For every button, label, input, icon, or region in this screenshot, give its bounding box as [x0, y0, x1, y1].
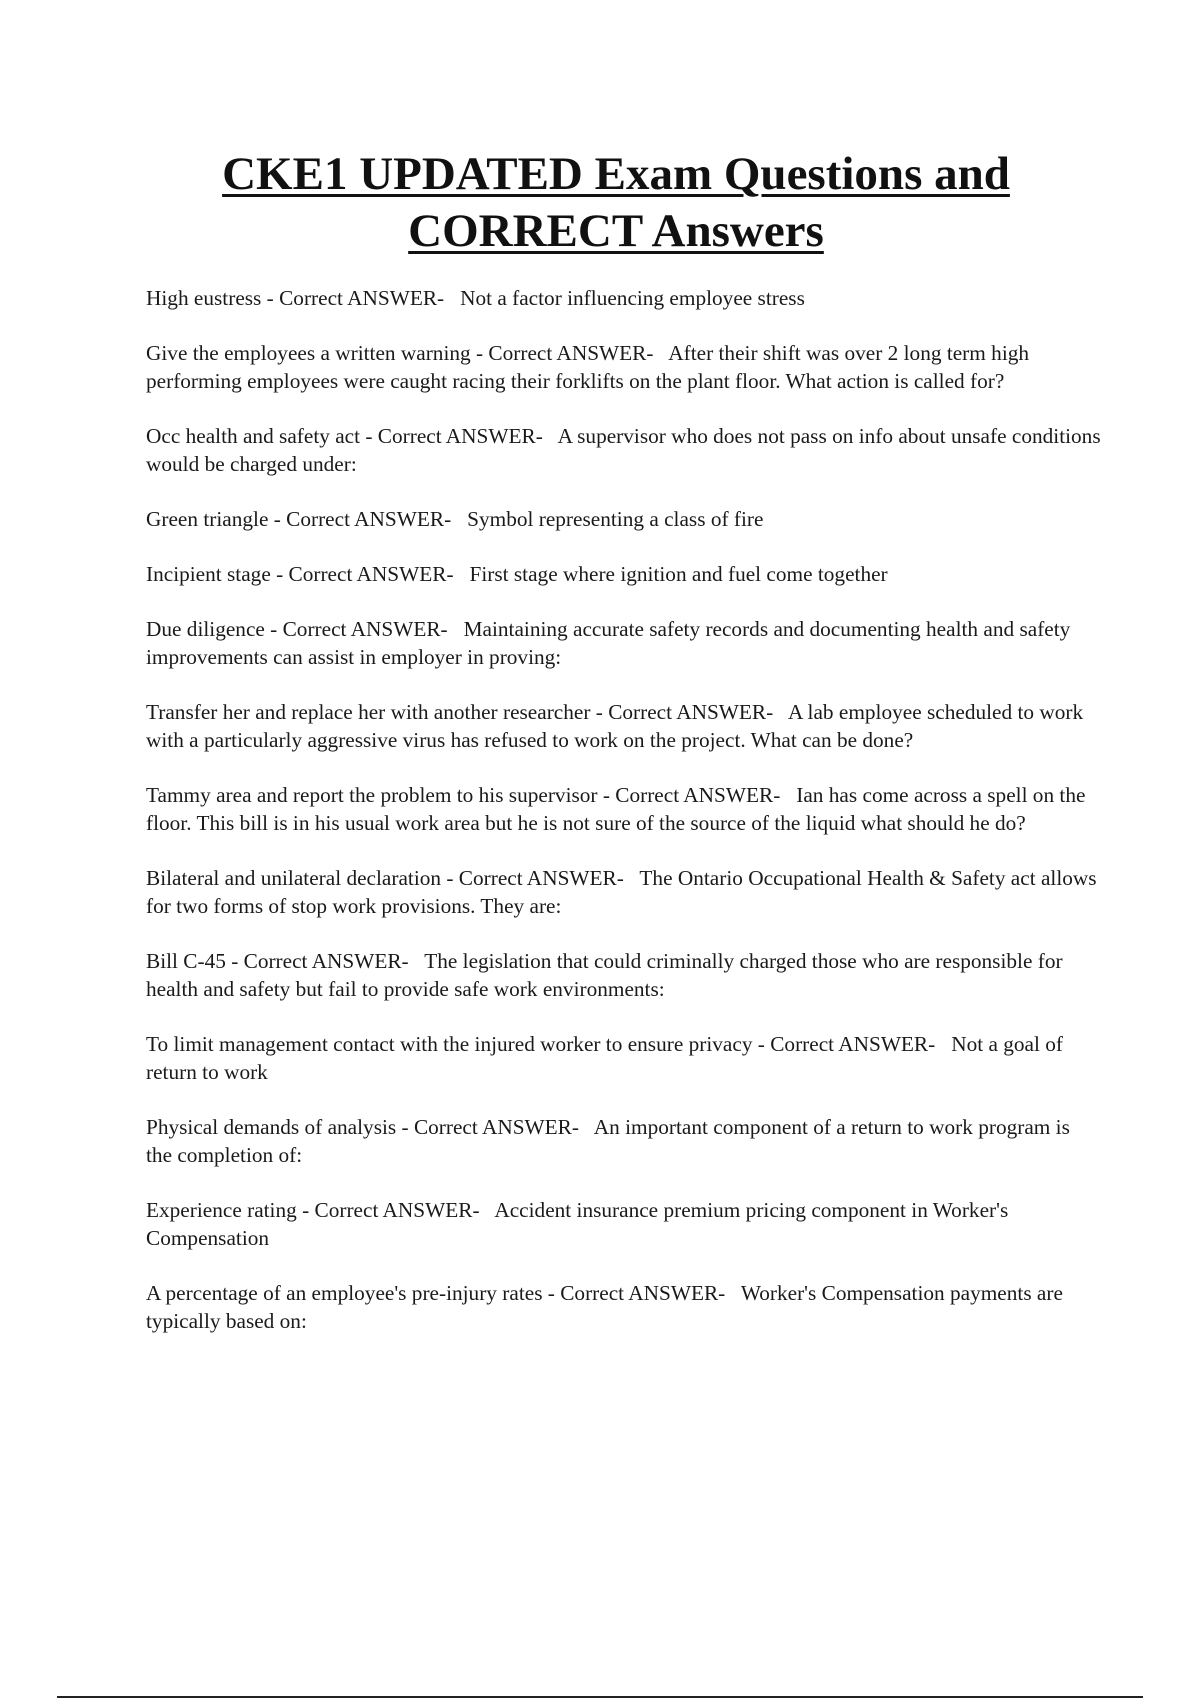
qa-separator: - Correct ANSWER- — [270, 562, 470, 586]
qa-answer: Occ health and safety act — [146, 424, 361, 448]
qa-question: After their shift was over 2 long term high performing employees were caught racing their forklifts on the plant floor. What action is called for? — [146, 341, 1030, 393]
qa-question: Worker's Compensation payments are typically based on: — [146, 1281, 1063, 1333]
qa-answer: Physical demands of analysis — [146, 1115, 397, 1139]
qa-item — [146, 864, 1101, 920]
qa-separator: - Correct ANSWER- — [590, 700, 789, 724]
qa-item — [146, 1196, 1101, 1252]
qa-question: Not a goal of return to work — [146, 1032, 1063, 1084]
qa-item — [146, 560, 1101, 588]
qa-answer: Experience rating — [146, 1198, 297, 1222]
qa-answer: Green triangle — [146, 507, 269, 531]
qa-question: Maintaining accurate safety records and documenting health and safety improvements can assist in employer in proving: — [146, 617, 1071, 669]
qa-question: Symbol representing a class of fire — [467, 507, 764, 531]
title-line-1: CKE1 UPDATED Exam Questions and — [222, 148, 1010, 200]
qa-question: An important component of a return to work program is the completion of: — [146, 1115, 1070, 1167]
qa-answer: High eustress — [146, 286, 262, 310]
qa-separator: - Correct ANSWER- — [225, 949, 425, 973]
qa-separator: - Correct ANSWER- — [268, 507, 468, 531]
qa-question: A lab employee scheduled to work with a particularly aggressive virus has refused to work on the project. What can be done? — [146, 700, 1084, 752]
qa-separator: - Correct ANSWER- — [752, 1032, 952, 1056]
qa-answer: To limit management contact with the injured worker to ensure privacy — [146, 1032, 753, 1056]
qa-answer: Bilateral and unilateral declaration — [146, 866, 442, 890]
qa-answer: Bill C-45 — [146, 949, 226, 973]
qa-separator: - Correct ANSWER- — [360, 424, 558, 448]
qa-answer: Incipient stage — [146, 562, 271, 586]
qa-separator: - Correct ANSWER- — [296, 1198, 495, 1222]
qa-separator: - Correct ANSWER- — [261, 286, 461, 310]
qa-item — [146, 1113, 1101, 1169]
qa-question: A supervisor who does not pass on info about unsafe conditions would be charged under: — [146, 424, 1101, 476]
qa-separator: - Correct ANSWER- — [264, 617, 464, 641]
qa-item — [146, 1279, 1101, 1335]
qa-item — [146, 1030, 1101, 1086]
qa-separator: - Correct ANSWER- — [470, 341, 669, 365]
qa-item — [146, 781, 1101, 837]
qa-item — [146, 339, 1101, 395]
qa-item — [146, 698, 1101, 754]
qa-question: Ian has come across a spell on the floor. This bill is in his usual work area but he is not sure of the source of the liquid what should he do? — [146, 783, 1086, 835]
qa-item — [146, 505, 1101, 533]
qa-list — [146, 284, 1101, 1362]
qa-separator: - Correct ANSWER- — [396, 1115, 594, 1139]
qa-item — [146, 422, 1101, 478]
qa-answer: Tammy area and report the problem to his supervisor — [146, 783, 598, 807]
qa-answer: Give the employees a written warning — [146, 341, 471, 365]
qa-separator: - Correct ANSWER- — [441, 866, 640, 890]
qa-item — [146, 947, 1101, 1003]
footer-divider — [57, 1696, 1143, 1698]
qa-question: Accident insurance premium pricing component in Worker's Compensation — [146, 1198, 1009, 1250]
qa-answer: A percentage of an employee's pre-injury rates — [146, 1281, 543, 1305]
qa-separator: - Correct ANSWER- — [597, 783, 797, 807]
qa-separator: - Correct ANSWER- — [542, 1281, 741, 1305]
qa-question: Not a factor influencing employee stress — [460, 286, 805, 310]
page-title — [146, 146, 1086, 260]
qa-question: First stage where ignition and fuel come together — [469, 562, 888, 586]
qa-item — [146, 615, 1101, 671]
qa-question: The Ontario Occupational Health & Safety act allows for two forms of stop work provisions. They are: — [146, 866, 1097, 918]
qa-answer: Transfer her and replace her with another researcher — [146, 700, 591, 724]
qa-item — [146, 284, 1101, 312]
title-line-2: CORRECT Answers — [408, 205, 824, 257]
qa-question: The legislation that could criminally charged those who are responsible for health and safety but fail to provide safe work environments: — [146, 949, 1063, 1001]
qa-answer: Due diligence — [146, 617, 265, 641]
